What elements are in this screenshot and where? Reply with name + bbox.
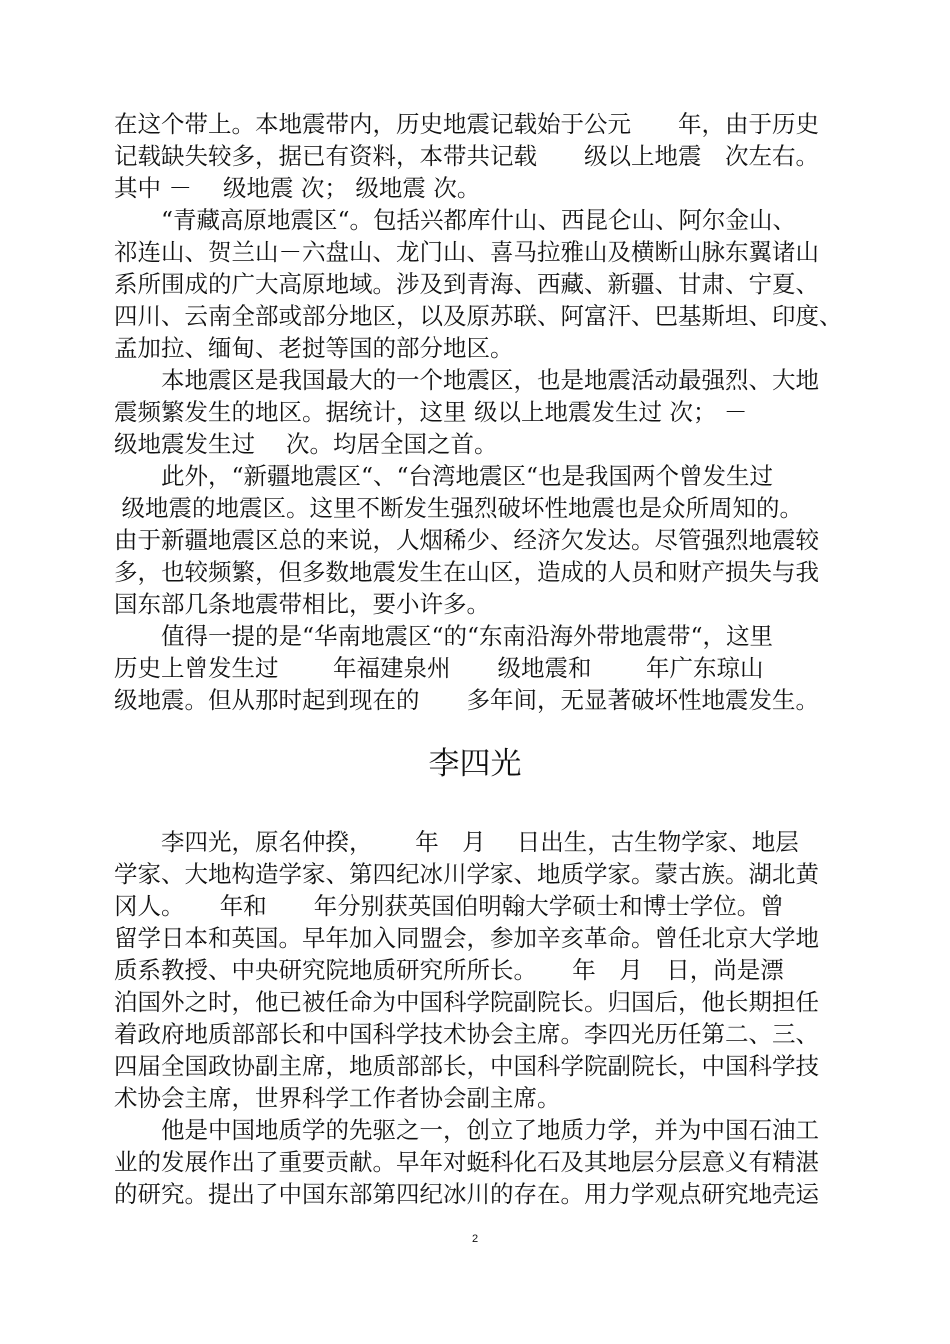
text-line: 冈人。 年和 年分别获英国伯明翰大学硕士和博士学位。曾 bbox=[114, 892, 784, 920]
text-line: 本地震区是我国最大的一个地震区，也是地震活动最强烈、大地 bbox=[114, 366, 819, 394]
text-line: 级地震。但从那时起到现在的 多年间，无显著破坏性地震发生。 bbox=[114, 686, 819, 714]
text-line: 系所围成的广大高原地域。涉及到青海、西藏、新疆、甘肃、宁夏、 bbox=[114, 270, 819, 298]
page-number: 2 bbox=[471, 1233, 479, 1245]
text-line: “青藏高原地震区“。包括兴都库什山、西昆仑山、阿尔金山、 bbox=[114, 206, 797, 234]
text-line: 业的发展作出了重要贡献。早年对蜓科化石及其地层分层意义有精湛 bbox=[114, 1148, 819, 1176]
text-line: 术协会主席，世界科学工作者协会副主席。 bbox=[114, 1084, 561, 1112]
text-line: 级地震发生过 次。均居全国之首。 bbox=[114, 430, 498, 458]
section-heading: 李四光 bbox=[428, 746, 522, 782]
text-line: 学家、大地构造学家、第四纪冰川学家、地质学家。蒙古族。湖北黄 bbox=[114, 860, 819, 888]
text-line: 质系教授、中央研究院地质研究所所长。 年 月 日，尚是漂 bbox=[114, 956, 784, 984]
text-line: 孟加拉、缅甸、老挝等国的部分地区。 bbox=[114, 334, 514, 362]
text-line: 国东部几条地震带相比，要小许多。 bbox=[114, 590, 490, 618]
text-line: 级地震的地震区。这里不断发生强烈破坏性地震也是众所周知的。 bbox=[114, 494, 803, 522]
text-line: 着政府地质部部长和中国科学技术协会主席。李四光历任第二、三、 bbox=[114, 1020, 819, 1048]
text-line: 由于新疆地震区总的来说，人烟稀少、经济欠发达。尽管强烈地震较 bbox=[114, 526, 819, 554]
text-line: 他是中国地质学的先驱之一，创立了地质力学，并为中国石油工 bbox=[114, 1116, 819, 1144]
text-line: 泊国外之时，他已被任命为中国科学院副院长。归国后，他长期担任 bbox=[114, 988, 819, 1016]
text-line: 记载缺失较多，据已有资料，本带共记载 级以上地震 次左右。 bbox=[114, 142, 819, 170]
text-line: 多，也较频繁，但多数地震发生在山区，造成的人员和财产损失与我 bbox=[114, 558, 819, 586]
text-line: 四届全国政协副主席，地质部部长，中国科学院副院长，中国科学技 bbox=[114, 1052, 819, 1080]
text-line: 在这个带上。本地震带内，历史地震记载始于公元 年，由于历史 bbox=[114, 110, 819, 138]
text-line: 留学日本和英国。早年加入同盟会，参加辛亥革命。曾任北京大学地 bbox=[114, 924, 819, 952]
text-line: 历史上曾发生过 年福建泉州 级地震和 年广东琼山 bbox=[114, 654, 764, 682]
text-line: 值得一提的是“华南地震区“的“东南沿海外带地震带“，这里 bbox=[114, 622, 774, 650]
text-line: 其中 － 级地震 次； 级地震 次。 bbox=[114, 174, 481, 202]
text-line: 李四光，原名仲揆， 年 月 日出生，古生物学家、地层 bbox=[114, 828, 799, 856]
text-line: 震频繁发生的地区。据统计，这里 级以上地震发生过 次； － bbox=[114, 398, 748, 426]
text-line: 四川、云南全部或部分地区，以及原苏联、阿富汗、巴基斯坦、印度、 bbox=[114, 302, 843, 330]
text-line: 此外，“新疆地震区“、“台湾地震区“也是我国两个曾发生过 bbox=[114, 462, 774, 490]
text-line: 祁连山、贺兰山－六盘山、龙门山、喜马拉雅山及横断山脉东翼诸山 bbox=[114, 238, 819, 266]
text-line: 的研究。提出了中国东部第四纪冰川的存在。用力学观点研究地壳运 bbox=[114, 1180, 819, 1208]
